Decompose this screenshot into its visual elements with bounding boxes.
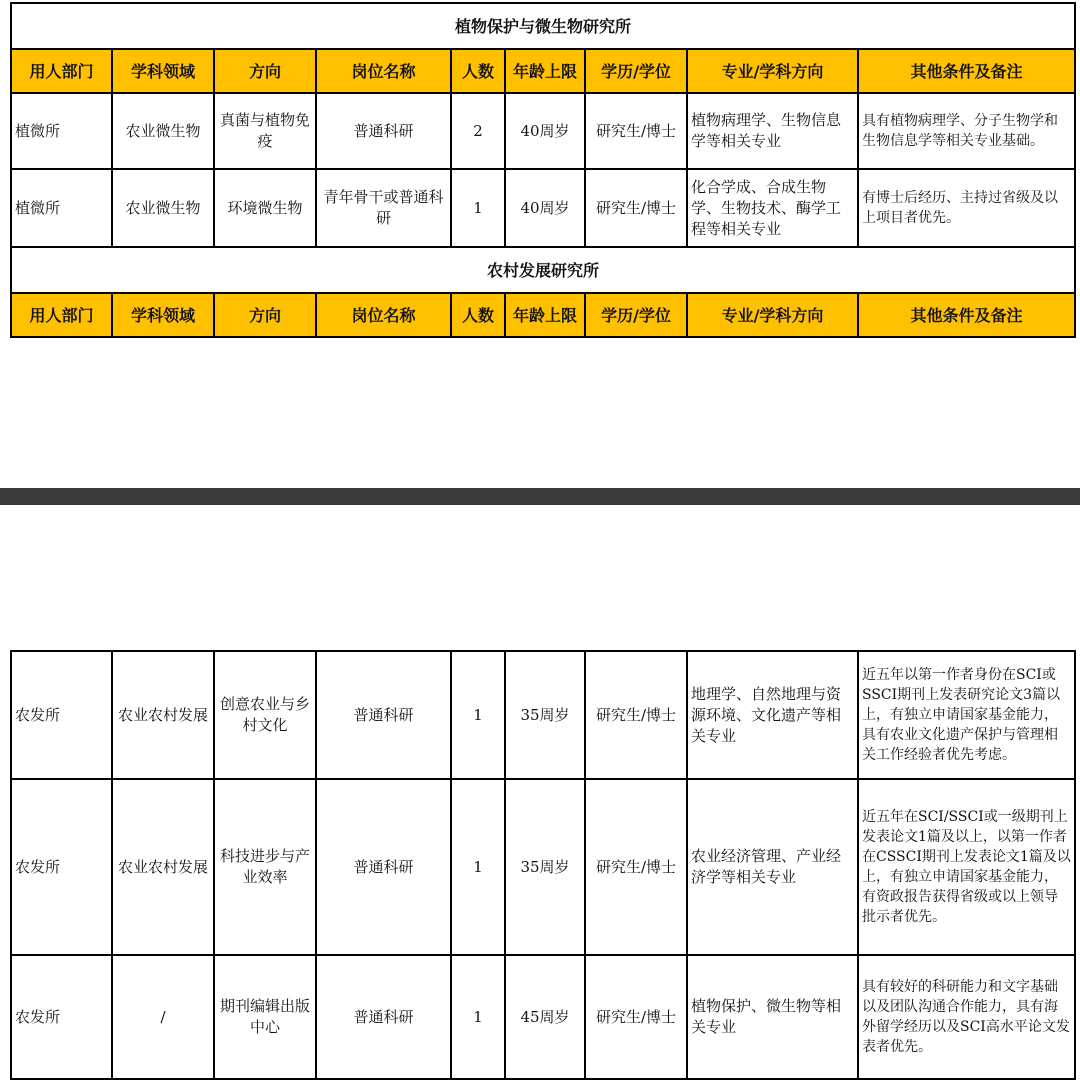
header-degree: 学历/学位 [585, 293, 687, 337]
table-row [11, 169, 1075, 247]
cell-major: 地理学、自然地理与资源环境、文化遗产等相关专业 [687, 651, 858, 779]
cell-position: 青年骨干或普通科研 [316, 169, 451, 247]
cell-field: 农业农村发展 [112, 651, 214, 779]
cell-dept: 植微所 [11, 169, 112, 247]
cell-age: 40周岁 [505, 169, 585, 247]
cell-major: 农业经济管理、产业经济学等相关专业 [687, 779, 858, 955]
cell-count: 1 [451, 169, 505, 247]
page-divider [0, 488, 1080, 505]
cell-position: 普通科研 [316, 955, 451, 1079]
header-major: 专业/学科方向 [687, 49, 858, 93]
cell-degree: 研究生/博士 [585, 93, 687, 169]
recruitment-table-top [10, 2, 1076, 338]
cell-major: 化合学成、合成生物学、生物技术、酶学工程等相关专业 [687, 169, 858, 247]
cell-direction: 真菌与植物免疫 [214, 93, 316, 169]
section-title-row [11, 247, 1075, 293]
header-field: 学科领域 [112, 49, 214, 93]
recruitment-table-bottom [10, 650, 1076, 1080]
cell-position: 普通科研 [316, 93, 451, 169]
cell-age: 35周岁 [505, 651, 585, 779]
header-field: 学科领域 [112, 293, 214, 337]
cell-degree: 研究生/博士 [585, 651, 687, 779]
cell-field: 农业微生物 [112, 169, 214, 247]
header-row [11, 49, 1075, 93]
header-age: 年龄上限 [505, 49, 585, 93]
section-title-plant-protection: 植物保护与微生物研究所 [11, 3, 1075, 49]
cell-dept: 农发所 [11, 955, 112, 1079]
header-count: 人数 [451, 49, 505, 93]
header-row [11, 293, 1075, 337]
header-count: 人数 [451, 293, 505, 337]
cell-major: 植物保护、微生物等相关专业 [687, 955, 858, 1079]
cell-dept: 农发所 [11, 651, 112, 779]
cell-degree: 研究生/博士 [585, 169, 687, 247]
cell-count: 2 [451, 93, 505, 169]
cell-age: 45周岁 [505, 955, 585, 1079]
cell-dept: 农发所 [11, 779, 112, 955]
header-dept: 用人部门 [11, 293, 112, 337]
header-major: 专业/学科方向 [687, 293, 858, 337]
cell-notes: 有博士后经历、主持过省级及以上项目者优先。 [858, 169, 1075, 247]
cell-notes: 具有植物病理学、分子生物学和生物信息学等相关专业基础。 [858, 93, 1075, 169]
table-row [11, 955, 1075, 1079]
section-title-rural-development: 农村发展研究所 [11, 247, 1075, 293]
header-degree: 学历/学位 [585, 49, 687, 93]
cell-dept: 植微所 [11, 93, 112, 169]
cell-notes: 近五年在SCI/SSCI或一级期刊上发表论文1篇及以上，以第一作者在CSSCI期刊上发表论文1篇及以上，有独立申请国家基金能力，有资政报告获得省级或以上领导批示者优先。 [858, 779, 1075, 955]
cell-degree: 研究生/博士 [585, 955, 687, 1079]
header-direction: 方向 [214, 49, 316, 93]
table-row [11, 651, 1075, 779]
table-row [11, 779, 1075, 955]
cell-count: 1 [451, 651, 505, 779]
cell-major: 植物病理学、生物信息学等相关专业 [687, 93, 858, 169]
header-age: 年龄上限 [505, 293, 585, 337]
cell-count: 1 [451, 955, 505, 1079]
cell-field: 农业农村发展 [112, 779, 214, 955]
header-notes: 其他条件及备注 [858, 49, 1075, 93]
cell-position: 普通科研 [316, 651, 451, 779]
cell-count: 1 [451, 779, 505, 955]
section-title-row [11, 3, 1075, 49]
cell-age: 35周岁 [505, 779, 585, 955]
cell-direction: 期刊编辑出版中心 [214, 955, 316, 1079]
cell-field: / [112, 955, 214, 1079]
cell-direction: 科技进步与产业效率 [214, 779, 316, 955]
header-notes: 其他条件及备注 [858, 293, 1075, 337]
header-dept: 用人部门 [11, 49, 112, 93]
cell-direction: 环境微生物 [214, 169, 316, 247]
header-position: 岗位名称 [316, 293, 451, 337]
cell-direction: 创意农业与乡村文化 [214, 651, 316, 779]
cell-age: 40周岁 [505, 93, 585, 169]
cell-position: 普通科研 [316, 779, 451, 955]
table-row [11, 93, 1075, 169]
header-direction: 方向 [214, 293, 316, 337]
cell-degree: 研究生/博士 [585, 779, 687, 955]
cell-field: 农业微生物 [112, 93, 214, 169]
cell-notes: 具有较好的科研能力和文字基础以及团队沟通合作能力，具有海外留学经历以及SCI高水平论文发表者优先。 [858, 955, 1075, 1079]
cell-notes: 近五年以第一作者身份在SCI或SSCI期刊上发表研究论文3篇以上，有独立申请国家基金能力，具有农业文化遗产保护与管理相关工作经验者优先考虑。 [858, 651, 1075, 779]
header-position: 岗位名称 [316, 49, 451, 93]
